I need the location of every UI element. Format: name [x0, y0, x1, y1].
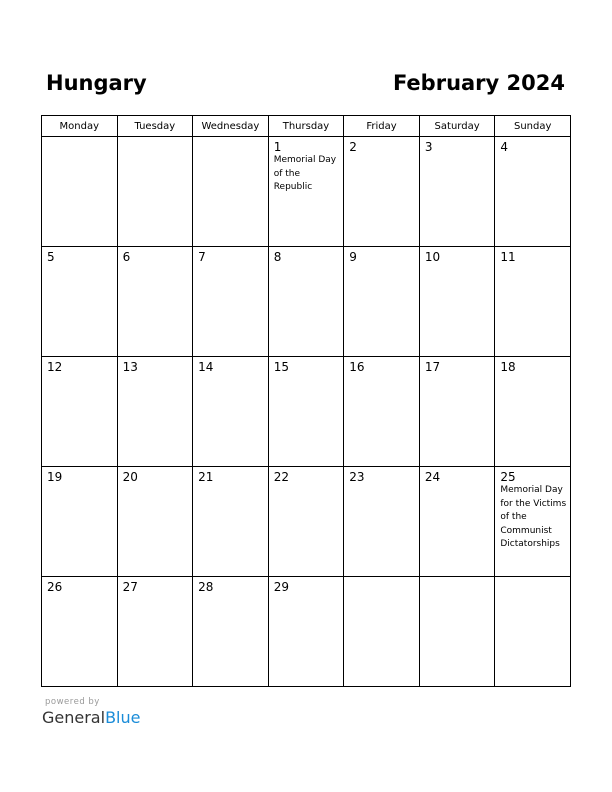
- day-number: 25: [500, 470, 516, 484]
- day-cell: [42, 467, 118, 577]
- weekday-header-row: [42, 116, 571, 137]
- day-number: 29: [273, 580, 289, 594]
- footer: [42, 697, 140, 727]
- empty-day-cell: [419, 577, 495, 687]
- day-cell: [495, 357, 571, 467]
- week-row: [42, 247, 571, 357]
- day-cell: [42, 357, 118, 467]
- day-number: 19: [47, 470, 63, 484]
- empty-day-cell: [193, 137, 269, 247]
- day-cell: [419, 247, 495, 357]
- day-number: 20: [122, 470, 138, 484]
- calendar-grid: [41, 115, 571, 687]
- weekday-header: Wednesday: [193, 116, 269, 137]
- calendar-title-month: February 2024: [392, 71, 565, 95]
- day-number: 28: [198, 580, 214, 594]
- day-cell: [117, 357, 193, 467]
- calendar-title-country: Hungary: [46, 71, 147, 95]
- day-cell: [42, 247, 118, 357]
- empty-day-cell: [495, 577, 571, 687]
- powered-by-label: powered by: [45, 697, 100, 707]
- day-cell: [117, 247, 193, 357]
- day-cell: [344, 247, 420, 357]
- day-cell: [193, 357, 269, 467]
- week-row: [42, 137, 571, 247]
- day-number: 7: [198, 250, 206, 264]
- day-number: 2: [349, 140, 357, 154]
- day-cell: [344, 137, 420, 247]
- day-cell: [419, 357, 495, 467]
- day-cell: [193, 467, 269, 577]
- day-number: 17: [424, 360, 441, 374]
- day-number: 4: [500, 140, 509, 154]
- day-number: 15: [273, 360, 289, 374]
- brand-name-part2: Blue: [105, 708, 141, 727]
- weekday-header: Tuesday: [117, 116, 193, 137]
- day-cell: [268, 577, 344, 687]
- day-cell: [193, 247, 269, 357]
- day-number: 23: [349, 470, 365, 484]
- day-number: 16: [349, 360, 365, 374]
- day-cell: [268, 247, 344, 357]
- weekday-header: Friday: [344, 116, 420, 137]
- day-number: 9: [349, 250, 357, 264]
- day-cell: [419, 137, 495, 247]
- empty-day-cell: [344, 577, 420, 687]
- day-number: 3: [424, 140, 433, 154]
- day-number: 10: [424, 250, 441, 264]
- day-number: 8: [273, 250, 282, 264]
- day-number: 27: [122, 580, 138, 594]
- day-number: 18: [500, 360, 516, 374]
- empty-day-cell: [117, 137, 193, 247]
- day-cell: [344, 357, 420, 467]
- day-number: 26: [47, 580, 63, 594]
- day-cell: [344, 467, 420, 577]
- weekday-header: Monday: [42, 116, 118, 137]
- week-row: [42, 577, 571, 687]
- day-number: 12: [47, 360, 63, 374]
- day-number: 24: [424, 470, 441, 484]
- holiday-label: Memorial Day for the Victims of the Communist Dictatorships: [500, 485, 567, 549]
- day-number: 5: [47, 250, 55, 264]
- day-cell: [42, 577, 118, 687]
- day-number: 6: [122, 250, 131, 264]
- week-row: [42, 357, 571, 467]
- day-cell: [117, 577, 193, 687]
- day-cell: [495, 467, 571, 577]
- day-number: 14: [198, 360, 214, 374]
- day-number: 22: [273, 470, 289, 484]
- day-number: 11: [500, 250, 516, 264]
- holiday-label: Memorial Day of the Republic: [273, 155, 337, 192]
- day-number: 13: [122, 360, 138, 374]
- day-cell: [419, 467, 495, 577]
- empty-day-cell: [42, 137, 118, 247]
- brand-name-part1: General: [42, 708, 106, 727]
- day-cell: [268, 137, 344, 247]
- day-cell: [495, 247, 571, 357]
- day-cell: [268, 467, 344, 577]
- day-number: 1: [273, 140, 282, 154]
- brand-logo: [42, 708, 140, 727]
- day-cell: [117, 467, 193, 577]
- day-cell: [495, 137, 571, 247]
- weekday-header: Thursday: [268, 116, 344, 137]
- day-cell: [193, 577, 269, 687]
- day-cell: [268, 357, 344, 467]
- day-number: 21: [198, 470, 214, 484]
- week-row: [42, 467, 571, 577]
- weekday-header: Saturday: [419, 116, 495, 137]
- weekday-header: Sunday: [495, 116, 571, 137]
